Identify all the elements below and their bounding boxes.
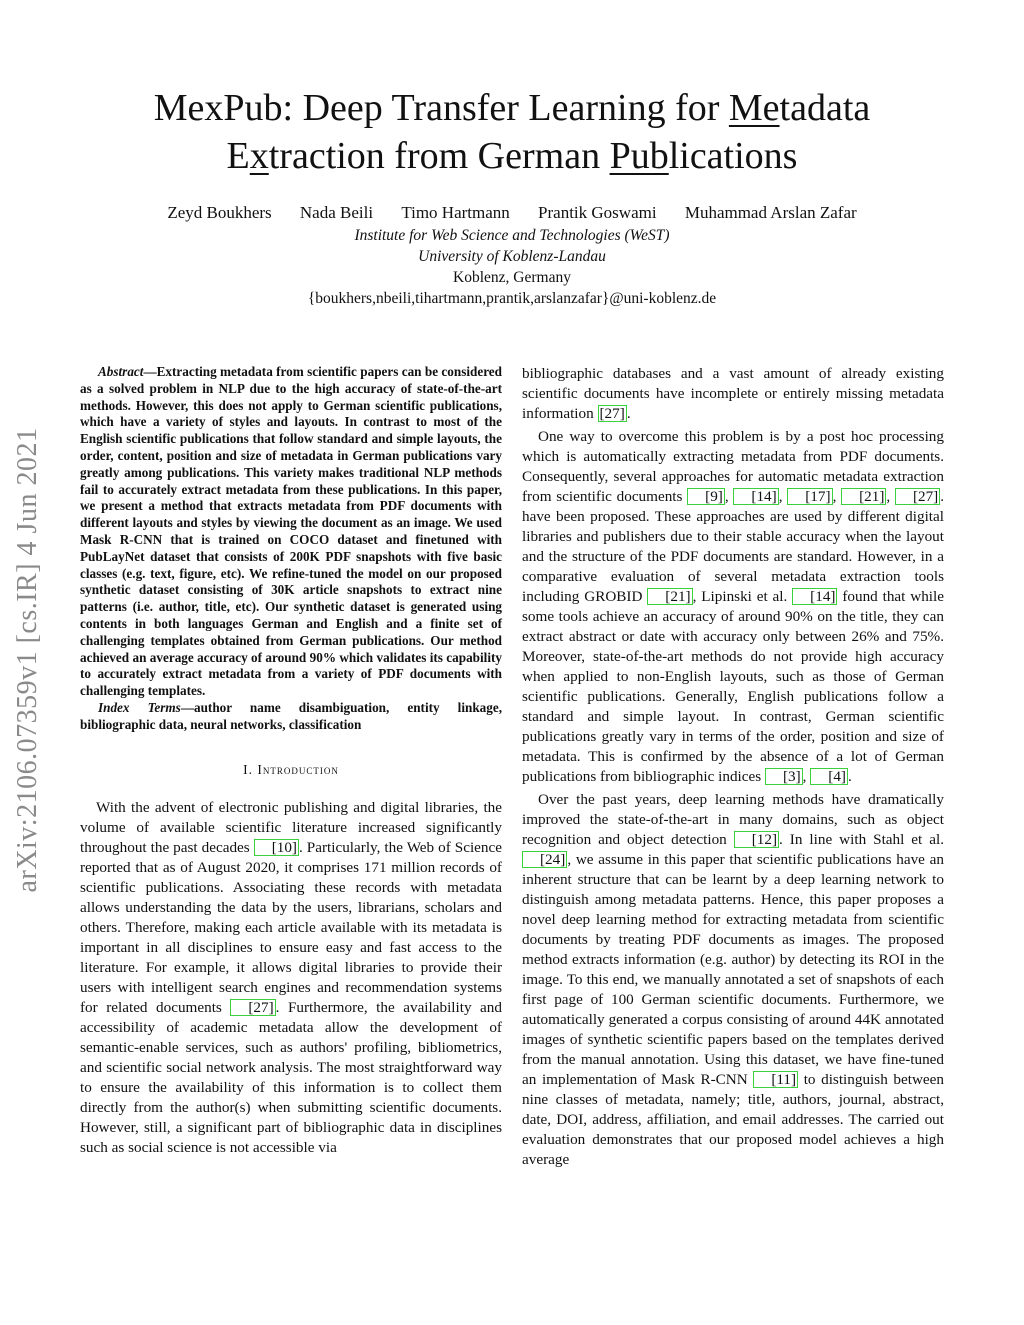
citation-link[interactable]: [4] bbox=[810, 768, 848, 785]
paper-title: MexPub: Deep Transfer Learning for Metadata Extraction from German Publications bbox=[153, 87, 871, 177]
index-terms-text: —author name disambiguation, entity linkage, bibliographic data, neural networks, classification bbox=[80, 699, 503, 732]
citation-link[interactable]: [17] bbox=[787, 488, 832, 505]
citation-link[interactable]: [21] bbox=[841, 488, 886, 505]
arxiv-stamp-text: arXiv:2106.07359v1 [cs.IR] 4 Jun 2021 bbox=[12, 427, 43, 893]
location: Koblenz, Germany bbox=[453, 269, 571, 286]
citation-link[interactable]: [3] bbox=[765, 768, 803, 785]
citation-link[interactable]: [12] bbox=[734, 831, 779, 848]
citation-link[interactable]: [27] bbox=[230, 999, 275, 1016]
left-column bbox=[80, 364, 502, 1161]
index-terms-label: Index Terms bbox=[98, 699, 181, 715]
citation-link[interactable]: [11] bbox=[753, 1071, 798, 1088]
body-paragraph: One way to overcome this problem is by a post hoc processing which is automatically extracting metadata from PDF documents. Consequently, several approaches for automatic metadata extraction from scientific documents [9] , [14] , [17] , [21] , [27] . have been proposed. These approaches are used by different digital libraries and publishers due to their stable accuracy when the layout and the structure of the PDF documents are standard. However, in a comparative evaluation of several metadata extraction tools including GROBID [21] , Lipinski et al. [14] found that while some tools achieve an accuracy of around 90% on the title, they can extract abstract or date with accuracy only between 26% and 75%. Moreover, state-of-the-art methods do not provide high accuracy when applied to non-English layouts, such as those of German scientific publications. Generally, English publications follow a standard and simple layout. In contrast, German scientific publications greatly vary in terms of the order, position and size of metadata. This is confirmed by the absence of a lot of German publications from bibliographic indices [3] , [4] . bbox=[522, 428, 945, 785]
author: Zeyd Boukhers bbox=[167, 203, 272, 222]
citation-link[interactable]: [9] bbox=[687, 488, 725, 505]
author: Muhammad Arslan Zafar bbox=[684, 203, 857, 222]
abstract-text: —Extracting metadata from scientific papers can be considered as a solved problem in NLP due to the high accuracy of state-of-the-art methods. However, this does not apply to German scientific publications, which have a variety of styles and layouts. In contrast to most of the English scientific publications that follow standard and simple layouts, the order, content, position and size of metadata in German publications vary greatly among publications. This variety makes traditional NLP methods fail to accurately extract metadata from these publications. In this paper, we present a method that extracts metadata from PDF documents with different layouts and styles by viewing the document as an image. We used Mask R-CNN that is trained on COCO dataset and finetuned with PubLayNet dataset that consists of 200K PDF snapshots with five basic classes (e.g. text, figure, etc). We refine-tuned the model on our proposed synthetic dataset consisting of 30K article snapshots to extract nine patterns (i.e. author, title, etc). Our synthetic dataset is generated using contents in both languages German and English and a finite set of challenging templates obtained from German publications. Our method achieved an average accuracy of around 90% which validates its capability to accurately extract metadata from a variety of PDF documents with challenging templates. bbox=[80, 364, 502, 699]
email-addresses: {boukhers,nbeili,tihartmann,prantik,arslanzafar}@uni-koblenz.de bbox=[307, 290, 717, 307]
citation-link[interactable]: [27] bbox=[895, 488, 940, 505]
body-paragraph: Over the past years, deep learning methods have dramatically improved the state-of-the-art in many domains, such as object recognition and object detection [12] . In line with Stahl et al. [24] , we assume in this paper that scientific publications have an inherent structure that can be learnt by a deep learning network to distinguish among metadata patterns. Hence, this paper proposes a novel deep learning method for extracting metadata from scientific documents by treating PDF documents as images. The proposed method extracts information (e.g. author) by detecting its ROI in the image. To this end, we manually annotated a set of snapshots of each first page of 100 German scientific documents. Furthermore, we automatically generated a corpus consisting of around 44K annotated images of synthetic scientific papers based on the templates derived from the manual annotation. Using this dataset, we have fine-tuned an implementation of Mask R-CNN [11] to distinguish between nine classes of metadata, namely; title, authors, journal, abstract, date, DOI, address, affiliation, and email addresses. The carried out evaluation demonstrates that our proposed model achieves a high average bbox=[522, 791, 944, 1168]
citation-link[interactable]: [27] bbox=[599, 405, 625, 422]
citation-link[interactable]: [24] bbox=[522, 851, 567, 868]
university: University of Koblenz-Landau bbox=[418, 248, 606, 265]
citation-link[interactable]: [14] bbox=[792, 588, 837, 605]
section-heading: I. Introduction bbox=[243, 761, 339, 777]
index-terms bbox=[80, 700, 502, 734]
abstract bbox=[80, 364, 502, 700]
citation-link[interactable]: [21] bbox=[647, 588, 692, 605]
arxiv-stamp bbox=[0, 380, 56, 940]
institute: Institute for Web Science and Technologies (WeST) bbox=[354, 227, 670, 244]
abstract-label: Abstract bbox=[98, 364, 144, 379]
author-list bbox=[80, 202, 944, 224]
citation-link[interactable]: [10] bbox=[254, 839, 299, 856]
continued-paragraph: bibliographic databases and a vast amount of already existing scientific documents have incomplete or entirely missing metadata information [27] . bbox=[522, 365, 944, 422]
author: Timo Hartmann bbox=[401, 203, 510, 222]
intro-paragraph: With the advent of electronic publishing and digital libraries, the volume of available scientific literature increased significantly throughout the past decades [10] . Particularly, the Web of Science reported that as of August 2020, it comprises 171 million records of scientific publications. Associating these records with metadata allows understanding the data by the users, librarians, scholars and others. Therefore, making each article available with its metadata is important in all disciplines to ensure easy and fast access to the literature. For example, it allows digital libraries to provide their users with intelligent search engines and recommendation systems for related documents [27] . Furthermore, the availability and accessibility of academic metadata allow the development of semantic-enable services, such as authors' profiling, bibliometrics, and scientific social network analysis. The most straightforward way to ensure the availability of this information is to collect them directly from the author(s) when submitting scientific documents. However, still, a significant part of bibliographic data in disciplines such as social science is not accessible via bbox=[80, 798, 502, 1156]
affiliation-block bbox=[80, 225, 944, 309]
author: Prantik Goswami bbox=[538, 203, 657, 222]
author: Nada Beili bbox=[299, 203, 374, 222]
right-column bbox=[522, 364, 944, 1173]
citation-link[interactable]: [14] bbox=[733, 488, 778, 505]
